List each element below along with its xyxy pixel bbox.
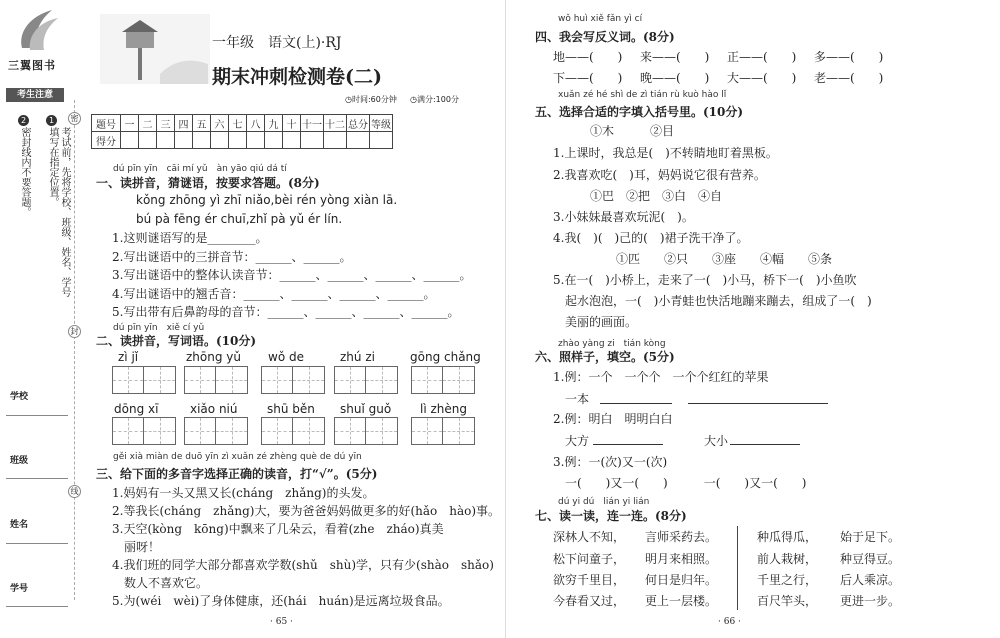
verse-left: 前人栽树， bbox=[757, 552, 818, 566]
grade-subject: 一年级 语文(上)·RJ bbox=[212, 35, 342, 51]
question: 4.我( )( )己的( )裙子洗干净了。 bbox=[553, 231, 749, 245]
word-pinyin: shū běn bbox=[267, 402, 315, 416]
word-pinyin: zì jǐ bbox=[118, 350, 139, 364]
score-cell: 一 bbox=[121, 115, 139, 132]
section-pinyin: dú yi dú lián yi lián bbox=[558, 497, 650, 507]
antonym-item: 地——( ) bbox=[553, 50, 623, 64]
score-cell: 三 bbox=[157, 115, 175, 132]
score-table-score-row bbox=[92, 132, 393, 149]
score-cell: 二 bbox=[139, 115, 157, 132]
example: 2.例：明白 明明白白 bbox=[553, 412, 673, 426]
word-pinyin: xiǎo niú bbox=[190, 402, 238, 416]
section-3-title: 三、给下面的多音字选择正确的读音，打“√”。(5分) bbox=[96, 467, 378, 481]
prompt: 一本 bbox=[565, 392, 590, 406]
seal-line bbox=[74, 100, 75, 600]
score-input[interactable] bbox=[283, 132, 301, 149]
page-number: · 66 · bbox=[718, 617, 741, 627]
section-6-title: 六、照样子，填空。(5分) bbox=[535, 350, 675, 364]
options: ①匹 ②只 ③座 ④幅 ⑤条 bbox=[616, 252, 833, 266]
section-pinyin: wǒ huì xiě fǎn yì cí bbox=[558, 14, 643, 24]
score-cell: 八 bbox=[247, 115, 265, 132]
prompt: 大小 bbox=[704, 434, 729, 448]
section-2-title: 二、读拼音，写词语。(10分) bbox=[96, 334, 257, 348]
score-input[interactable] bbox=[229, 132, 247, 149]
section-4-title: 四、我会写反义词。(8分) bbox=[535, 30, 675, 44]
question: 3.小妹妹最喜欢玩泥( )。 bbox=[553, 210, 694, 224]
seal-mark: 线 bbox=[68, 485, 81, 498]
question-continued: 数人不喜欢它。 bbox=[124, 576, 209, 590]
writing-grid[interactable] bbox=[411, 366, 475, 394]
page-divider bbox=[505, 0, 506, 638]
writing-grid[interactable] bbox=[334, 417, 398, 445]
class-field[interactable] bbox=[6, 478, 68, 479]
score-input[interactable] bbox=[347, 132, 370, 149]
antonym-item: 来——( ) bbox=[640, 50, 710, 64]
score-table bbox=[91, 114, 393, 149]
score-cell: 十一 bbox=[301, 115, 324, 132]
answer-line[interactable] bbox=[730, 444, 800, 445]
writing-grid[interactable] bbox=[184, 366, 248, 394]
notice-item-2: 2 密封线内不要答题。 bbox=[19, 116, 30, 217]
question-continued: 起水泡泡，一( )小青蛙也快活地蹦来蹦去，组成了一( ) bbox=[565, 294, 872, 308]
antonym-item: 晚——( ) bbox=[640, 71, 710, 85]
binding-sidebar bbox=[0, 0, 75, 638]
options: ①木 ②目 bbox=[590, 124, 675, 138]
writing-grid[interactable] bbox=[261, 366, 325, 394]
question: 5.为(wéi wèi)了身体健康，还(hái huán)是远离垃圾食品。 bbox=[112, 594, 450, 608]
notice-title: 考生注意 bbox=[6, 88, 64, 102]
question: 5.在一( )小桥上，走来了一( )小马，桥下一( )小鱼吹 bbox=[553, 273, 857, 287]
word-pinyin: lì zhèng bbox=[420, 402, 467, 416]
question-continued: 美丽的画面。 bbox=[565, 315, 638, 329]
writing-grid[interactable] bbox=[411, 417, 475, 445]
section-5-title: 五、选择合适的字填入括号里。(10分) bbox=[535, 105, 744, 119]
section-1-title: 一、读拼音，猜谜语，按要求答题。(8分) bbox=[96, 176, 320, 190]
exam-title: 期末冲刺检测卷(二) bbox=[212, 66, 382, 88]
writing-grid[interactable] bbox=[112, 366, 176, 394]
verse-left: 深林人不知， bbox=[553, 530, 626, 544]
score-cell: 题号 bbox=[92, 115, 121, 132]
verse-right: 明月来相照。 bbox=[645, 552, 718, 566]
time-limit: ◷时间:60分钟 bbox=[345, 95, 397, 104]
score-cell: 十二 bbox=[324, 115, 347, 132]
page-number: · 65 · bbox=[270, 617, 293, 627]
question: 2.写出谜语中的三拼音节：______、______。 bbox=[112, 250, 352, 264]
score-input[interactable] bbox=[265, 132, 283, 149]
publisher-brand: 三翼图书 bbox=[8, 59, 56, 72]
word-pinyin: gōng chǎng bbox=[410, 350, 481, 364]
section-pinyin: gěi xià miàn de duō yīn zì xuǎn zé zhèng què de dú yīn bbox=[113, 452, 362, 462]
score-input[interactable] bbox=[211, 132, 229, 149]
school-field[interactable] bbox=[6, 415, 68, 416]
word-pinyin: zhōng yǔ bbox=[186, 350, 241, 364]
question: 3.天空(kòng kōng)中飘来了几朵云，看着(zhe zháo)真美 bbox=[112, 522, 444, 536]
antonym-item: 老——( ) bbox=[814, 71, 884, 85]
score-input[interactable] bbox=[301, 132, 324, 149]
question: 5.写出带有后鼻韵母的音节：______、______、______、______。 bbox=[112, 305, 460, 319]
score-input[interactable] bbox=[157, 132, 175, 149]
score-input[interactable] bbox=[247, 132, 265, 149]
class-label: 班级 bbox=[10, 456, 29, 466]
writing-grid[interactable] bbox=[112, 417, 176, 445]
score-table-header-row bbox=[92, 115, 393, 132]
riddle-line-2: bú pà fēng ér chuī,zhǐ pà yǔ ér lín. bbox=[136, 212, 343, 226]
word-pinyin: wǒ de bbox=[268, 350, 304, 364]
verse-right: 始于足下。 bbox=[840, 530, 901, 544]
score-cell: 等级 bbox=[370, 115, 393, 132]
word-pinyin: zhú zi bbox=[340, 350, 375, 364]
question: 4.写出谜语中的翘舌音：______、______、______、______。 bbox=[112, 287, 436, 301]
writing-grid[interactable] bbox=[334, 366, 398, 394]
section-pinyin: xuǎn zé hé shì de zì tián rù kuò hào lǐ bbox=[558, 90, 727, 100]
score-cell: 总分 bbox=[347, 115, 370, 132]
antonym-item: 多——( ) bbox=[814, 50, 884, 64]
score-input[interactable] bbox=[139, 132, 157, 149]
verse-left: 欲穷千里目， bbox=[553, 573, 626, 587]
question: 1.这则谜语写的是________。 bbox=[112, 231, 268, 245]
student-id-label: 学号 bbox=[10, 584, 29, 594]
word-pinyin: shuǐ guǒ bbox=[340, 402, 392, 416]
seal-mark: 封 bbox=[68, 325, 81, 338]
section-pinyin: dú pīn yīn xiě cí yǔ bbox=[113, 323, 205, 333]
section-pinyin: dú pīn yīn cāi mí yǔ àn yāo qiú dá tí bbox=[113, 164, 287, 174]
name-field[interactable] bbox=[6, 543, 68, 544]
verse-left: 百尺竿头， bbox=[757, 594, 818, 608]
antonym-item: 下——( ) bbox=[553, 71, 623, 85]
score-input[interactable] bbox=[370, 132, 393, 149]
seal-mark: 密 bbox=[68, 112, 81, 125]
writing-grid[interactable] bbox=[261, 417, 325, 445]
score-input[interactable] bbox=[193, 132, 211, 149]
question: 1.上课时，我总是( )不转睛地盯着黑板。 bbox=[553, 146, 778, 160]
question: 1.妈妈有一头又黑又长(cháng zhǎng)的头发。 bbox=[112, 486, 375, 500]
antonym-item: 大——( ) bbox=[727, 71, 797, 85]
name-label: 姓名 bbox=[10, 520, 29, 530]
prompt: 一( )又一( ) 一( )又一( ) bbox=[565, 476, 807, 490]
full-score: ◷满分:100分 bbox=[410, 95, 459, 104]
verse-left: 千里之行， bbox=[757, 573, 818, 587]
school-label: 学校 bbox=[10, 392, 29, 402]
verse-right: 后人乘凉。 bbox=[840, 573, 901, 587]
question-continued: 丽呀！ bbox=[124, 540, 161, 554]
score-cell: 十 bbox=[283, 115, 301, 132]
question: 3.写出谜语中的整体认读音节：______、______、______、______。 bbox=[112, 268, 472, 282]
score-cell: 四 bbox=[175, 115, 193, 132]
student-id-field[interactable] bbox=[6, 606, 68, 607]
section-7-title: 七、读一读，连一连。(8分) bbox=[535, 509, 687, 523]
verse-right: 言师采药去。 bbox=[645, 530, 718, 544]
verse-right: 何日是归年。 bbox=[645, 573, 718, 587]
verse-left: 种瓜得瓜， bbox=[757, 530, 818, 544]
answer-line[interactable] bbox=[593, 444, 663, 445]
score-cell: 六 bbox=[211, 115, 229, 132]
question: 2.我喜欢吃( )耳，妈妈说它很有营养。 bbox=[553, 168, 766, 182]
notice-item-1: 1 考试前，先将学校、班级、姓名、学号填写在指定位置。 bbox=[47, 116, 70, 297]
verse-left: 今春看又过， bbox=[553, 594, 626, 608]
score-input[interactable] bbox=[121, 132, 139, 149]
score-cell: 七 bbox=[229, 115, 247, 132]
writing-grid[interactable] bbox=[184, 417, 248, 445]
example: 3.例：一(次)又一(次) bbox=[553, 455, 668, 469]
verse-left: 松下问童子， bbox=[553, 552, 626, 566]
verse-right: 更上一层楼。 bbox=[645, 594, 718, 608]
score-cell: 九 bbox=[265, 115, 283, 132]
question: 4.我们班的同学大部分都喜欢学数(shǔ shù)学，只有少(shào shǎo) bbox=[112, 558, 494, 572]
word-pinyin: dōng xī bbox=[114, 402, 159, 416]
answer-line[interactable] bbox=[600, 403, 672, 404]
prompt: 大方 bbox=[565, 434, 590, 448]
answer-line[interactable] bbox=[688, 403, 828, 404]
number-badge: 2 bbox=[18, 115, 29, 126]
example: 1.例：一个 一个个 一个个红红的苹果 bbox=[553, 370, 769, 384]
header-illustration bbox=[100, 14, 210, 84]
question: 2.等我长(cháng zhǎng)大，要为爸爸妈妈做更多的好(hǎo hào)事。 bbox=[112, 504, 501, 518]
score-cell: 得分 bbox=[92, 132, 121, 149]
options: ①巴 ②把 ③白 ④自 bbox=[590, 189, 723, 203]
verse-right: 更进一步。 bbox=[840, 594, 901, 608]
antonym-item: 正——( ) bbox=[727, 50, 797, 64]
number-badge: 1 bbox=[46, 115, 57, 126]
verse-right: 种豆得豆。 bbox=[840, 552, 901, 566]
score-input[interactable] bbox=[324, 132, 347, 149]
column-divider bbox=[737, 526, 738, 610]
score-input[interactable] bbox=[175, 132, 193, 149]
score-cell: 五 bbox=[193, 115, 211, 132]
publisher-logo-icon bbox=[12, 8, 60, 54]
riddle-line-1: kǒng zhōng yì zhī niǎo,bèi rén yòng xiàn lā. bbox=[136, 193, 398, 207]
section-pinyin: zhào yàng zi tián kòng bbox=[558, 339, 666, 349]
